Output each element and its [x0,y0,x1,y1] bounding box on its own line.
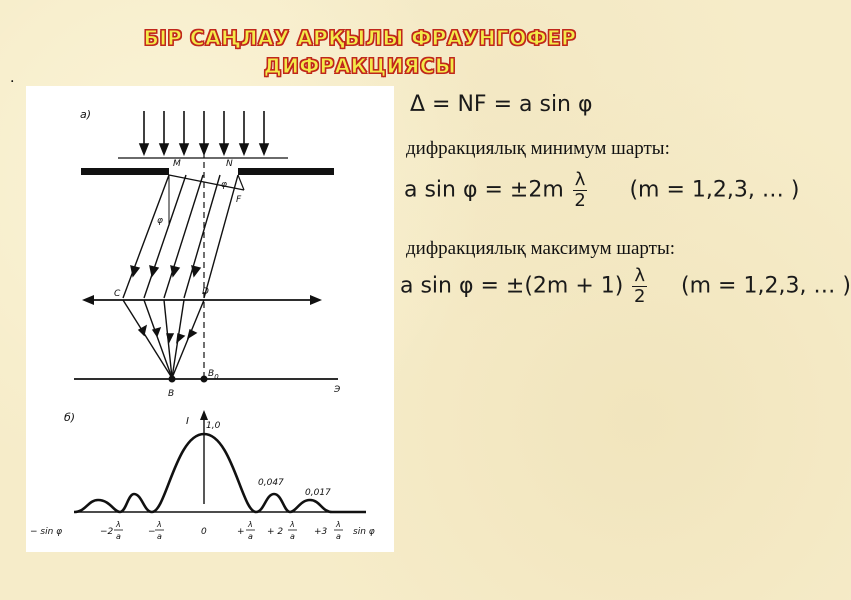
tick-neg1-den: a [157,532,162,541]
lens-arrow-right [310,295,322,305]
tick-neg2: −2 [100,527,114,537]
phi-label-1: φ [221,180,227,190]
barrier-right [238,168,334,175]
stray-dot: . [10,70,15,86]
title-line-2: ДИФРАКЦИЯСЫ [263,54,457,78]
point-f-label: F [236,195,242,205]
minimum-fraction-den: 2 [574,190,586,211]
point-b0-letter: B [208,369,215,379]
tick-pos3-num: λ [336,520,341,529]
diffracted-rays [123,175,238,298]
tick-pos1-num: λ [248,520,253,529]
minimum-condition-label: дифракциялық минимум шарты: [406,138,670,159]
tick-pos3: +3 [314,527,328,537]
point-c-label: C [114,289,121,299]
tick-pos3-den: a [336,532,341,541]
maximum-fraction-num: λ [634,265,646,286]
title-line-1: БІР САҢЛАУ АРҚЫЛЫ ФРАУНГОФЕР [143,26,577,50]
maximum-equation-range: (m = 1,2,3, … ) [681,273,851,299]
lens-arrow-left [82,295,94,305]
incident-rays [140,111,268,154]
maximum-equation-lhs: a sin φ = ±(2m + 1) [400,273,624,299]
tick-pos2: + 2 [267,527,284,537]
maximum-fraction [632,266,647,307]
intensity-axis-label: I [186,416,189,427]
tick-pos1-frac [246,520,255,541]
segment-nf [238,175,244,190]
peak-2-label: 0,017 [305,488,331,498]
peak-1-label: 0,047 [258,478,284,488]
tick-pos3-frac [334,520,343,541]
point-b-label: B [168,389,175,399]
phi-label-2: φ [157,216,163,226]
diffraction-figure [26,86,394,552]
maximum-equation [400,266,851,307]
tick-pos1: + [237,527,245,537]
peak-main-label: 1,0 [206,421,221,431]
point-b0-subscript: 0 [214,373,219,381]
tick-pos1-den: a [248,532,253,541]
wavefront-mf [169,175,244,190]
maximum-fraction-den: 2 [633,286,646,307]
tick-pos2-frac [288,520,297,541]
tick-neg2-num: λ [116,520,121,529]
tick-pos2-den: a [290,532,295,541]
point-b0-dot [201,376,208,383]
minimum-equation [404,170,799,211]
tick-neg2-frac [114,520,123,541]
tick-neg1-frac [155,520,164,541]
tick-pos2-num: λ [290,520,295,529]
tick-zero: 0 [201,527,207,537]
point-n-label: N [226,159,233,169]
path-difference-equation: Δ = NF = a sin φ [410,92,593,117]
tick-neg2-den: a [116,532,121,541]
point-m-label: M [173,159,181,169]
barrier-left [81,168,169,175]
intensity-curve [74,434,366,512]
tick-neg-sin: − sin φ [30,527,63,537]
screen-label: Э [334,385,341,395]
panel-b-label: б) [64,411,76,424]
maximum-condition-label: дифракциялық максимум шарты: [406,238,676,259]
slide-title [120,24,600,80]
minimum-equation-lhs: a sin φ = ±2m [404,177,564,203]
diffraction-diagram [26,86,394,552]
minimum-fraction-num: λ [574,169,586,190]
point-b-dot [169,376,176,383]
tick-pos-sin: sin φ [353,527,375,537]
tick-neg1: − [148,527,156,537]
converging-rays [123,300,204,378]
minimum-equation-range: (m = 1,2,3, … ) [629,177,800,203]
minimum-fraction [573,170,588,211]
panel-a-label: а) [80,108,92,121]
intensity-axis-arrow [200,410,208,420]
point-d-label: D [202,287,209,297]
tick-neg1-num: λ [157,520,162,529]
